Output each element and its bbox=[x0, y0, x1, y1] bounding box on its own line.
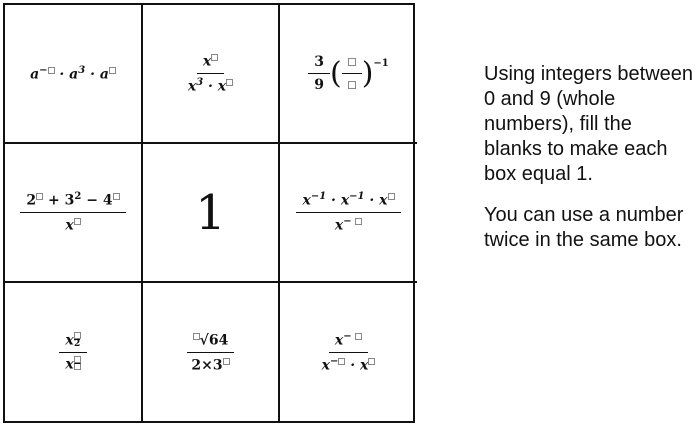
blank-box[interactable] bbox=[36, 193, 43, 200]
instructions bbox=[484, 62, 694, 269]
cell-3-expression: $\frac{3}{9}$ ( ) $^{-1}$ bbox=[308, 54, 389, 93]
blank-box[interactable] bbox=[338, 358, 345, 365]
cell-2-fraction: $\frac{x}{x^3 \cdot x}$ bbox=[182, 52, 239, 94]
instructions-paragraph-1: Using integers between 0 and 9 (whole numbers), fill the blanks to make each box equal 1. bbox=[484, 63, 694, 185]
blank-box[interactable] bbox=[226, 79, 233, 86]
blank-box[interactable] bbox=[388, 193, 395, 200]
blank-box[interactable] bbox=[211, 54, 218, 61]
cell-5 bbox=[143, 144, 280, 283]
cell-9-fraction: $\frac{x^-}{x^- \cdot x}$ bbox=[316, 331, 382, 373]
cell-6-fraction: $\frac{x^{-1} \cdot x^{-1} \cdot x}{x^-}$ bbox=[296, 191, 400, 233]
cell-7 bbox=[5, 283, 143, 422]
blank-box[interactable] bbox=[223, 358, 230, 365]
blank-box[interactable] bbox=[74, 218, 81, 225]
cell-2 bbox=[143, 5, 280, 144]
blank-box[interactable] bbox=[74, 332, 81, 339]
cell-8-fraction: $\frac{√64}{2\times 3}$ bbox=[185, 331, 235, 373]
blank-box[interactable] bbox=[193, 333, 200, 340]
blank-box[interactable] bbox=[48, 67, 55, 74]
puzzle-grid bbox=[3, 3, 415, 423]
cell-1 bbox=[5, 5, 143, 144]
cell-3 bbox=[280, 5, 417, 144]
blank-box[interactable] bbox=[355, 333, 362, 340]
blank-box[interactable] bbox=[355, 218, 362, 225]
blank-box[interactable] bbox=[348, 81, 356, 89]
blank-box[interactable] bbox=[348, 58, 356, 66]
center-one: 1 bbox=[195, 184, 226, 241]
cell-8 bbox=[143, 283, 280, 422]
blank-box[interactable] bbox=[113, 193, 120, 200]
cell-7-fraction: x $^2$ x bbox=[59, 332, 86, 373]
cell-4 bbox=[5, 144, 143, 283]
instructions-paragraph-2: You can use a number twice in the same box. bbox=[484, 204, 684, 251]
cell-1-expression: $a^- \cdot a^3 \cdot a$ bbox=[30, 65, 116, 83]
blank-box[interactable] bbox=[368, 358, 375, 365]
cell-6 bbox=[280, 144, 417, 283]
cell-9 bbox=[280, 283, 417, 422]
blank-box[interactable] bbox=[74, 363, 81, 370]
blank-box[interactable] bbox=[74, 356, 81, 363]
cell-4-fraction: $\frac{2 + 3^2 - 4}{x}$ bbox=[20, 191, 125, 233]
blank-box[interactable] bbox=[109, 67, 116, 74]
